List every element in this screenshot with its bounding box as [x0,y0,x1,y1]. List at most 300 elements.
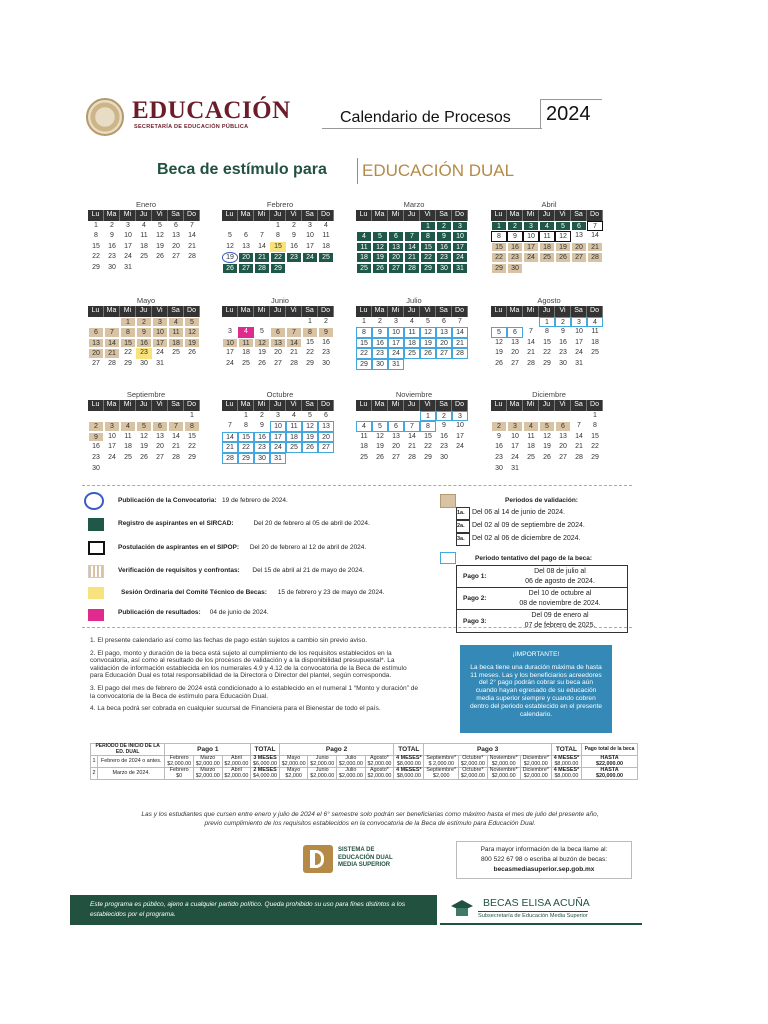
day-cell: 7 [104,327,120,338]
day-cell: 24 [302,252,318,263]
weekday-header: Ma [104,306,120,317]
day-cell: 18 [360,443,368,451]
month-grid [222,400,338,464]
empty-cell [104,317,120,328]
day-cell: 7 [577,422,581,430]
day-cell: 3 [276,411,280,419]
day-cell: 17 [388,338,404,349]
day-cell: 23 [559,349,567,357]
day-cell: 6 [571,221,587,232]
weekday-header: Ma [238,306,254,317]
day-cell: 20 [238,252,254,263]
day-cell: 18 [591,338,599,346]
day-cell: 7 [168,421,184,432]
weekday-header: Mi [388,400,404,411]
weekday-header: Do [184,210,200,221]
day-cell: 28 [254,263,270,274]
day-cell: 14 [286,338,302,349]
day-cell: 29 [491,263,507,274]
day-cell: 14 [452,327,468,338]
empty-cell [372,411,388,422]
day-cell: 3 [228,328,232,336]
validation-tan-icon [440,494,456,508]
day-cell: 4 [356,421,372,432]
month-grid [222,210,338,274]
day-cell: 10 [456,422,464,430]
day-cell: 6 [88,327,104,338]
day-cell: 25 [286,442,302,453]
day-cell: 13 [575,232,583,240]
weekday-header: Vi [286,400,302,411]
weekday-header: Mi [254,306,270,317]
weekday-header: Mi [388,306,404,317]
graduation-cap-icon [450,897,474,921]
empty-cell [404,411,420,422]
day-cell: 8 [120,327,136,338]
day-cell: 9 [561,328,565,336]
weekday-header: Mi [523,210,539,221]
month-grid [222,306,338,370]
day-cell: 23 [286,252,302,263]
day-cell: 9 [136,327,152,338]
pay-header-row: PERIODO DE INICIO DE LA ED. DUAL Pago 1 TOTAL Pago 2 TOTAL Pago 3 TOTAL Pago total de la beca [91,744,638,756]
day-cell: 19 [543,443,551,451]
day-cell: 20 [392,443,400,451]
weekday-header: Ma [104,400,120,411]
day-cell: 8 [302,327,318,338]
day-cell: 17 [152,338,168,349]
day-cell: 9 [497,432,501,440]
empty-cell [523,411,539,422]
day-cell: 6 [324,411,328,419]
day-cell: 30 [372,359,388,370]
month-title: Abril [541,200,557,209]
day-cell: 16 [507,242,523,253]
month-grid [491,306,607,370]
day-cell: 28 [188,253,196,261]
day-cell: 15 [356,338,372,349]
day-cell: 2 [324,317,328,325]
legend-sipop: Postulación de aspirantes en el SIPOP: Del 20 de febrero al 12 de abril de 2024. [118,544,367,551]
day-cell: 5 [491,327,507,338]
day-cell: 13 [511,338,519,346]
day-cell: 12 [302,421,318,432]
day-cell: 19 [184,338,200,349]
day-cell: 2 [436,221,452,232]
day-cell: 30 [495,464,503,472]
month-grid [88,210,204,274]
day-cell: 28 [408,453,416,461]
day-cell: 23 [372,348,388,359]
day-cell: 4 [587,317,603,328]
day-cell: 29 [270,263,286,274]
weekday-header: Ju [270,210,286,221]
legend-green-icon [88,518,104,531]
weekday-header: Vi [420,210,436,221]
day-cell: 15 [591,432,599,440]
day-cell: 12 [376,432,384,440]
weekday-header: Ma [238,210,254,221]
day-cell: 29 [124,359,132,367]
month-marzo [356,200,472,274]
day-cell: 12 [156,232,164,240]
day-cell: 1 [276,221,280,229]
day-cell: 21 [452,338,468,349]
day-cell: 24 [124,253,132,261]
day-cell: 12 [555,231,571,242]
day-cell: 2 [491,421,507,432]
day-cell: 24 [226,359,234,367]
day-cell: 6 [555,421,571,432]
weekday-header: Do [587,210,603,221]
day-cell: 16 [436,242,452,253]
day-cell: 28 [222,453,238,464]
day-cell: 30 [322,359,330,367]
day-cell: 22 [270,252,286,263]
weekday-header: Do [184,400,200,411]
day-cell: 26 [156,253,164,261]
weekday-header: Mi [120,210,136,221]
day-cell: 21 [404,252,420,263]
day-cell: 27 [156,453,164,461]
day-cell: 27 [318,442,334,453]
day-cell: 26 [372,263,388,274]
day-cell: 21 [188,242,196,250]
sistema-dual-text: SISTEMA DE EDUCACIÓN DUAL MEDIA SUPERIOR [338,847,393,868]
day-cell: 11 [322,232,330,240]
day-cell: 10 [452,231,468,242]
day-cell: 5 [228,232,232,240]
day-cell: 19 [555,242,571,253]
day-cell: 20 [88,348,104,359]
day-cell: 1 [244,411,248,419]
day-cell: 20 [388,252,404,263]
empty-cell [507,317,523,328]
empty-cell [254,221,270,232]
weekday-header: Lu [222,400,238,411]
day-cell: 1 [190,411,194,419]
day-cell: 8 [356,327,372,338]
day-cell: 28 [404,263,420,274]
day-cell: 9 [110,232,114,240]
day-cell: 16 [322,338,330,346]
day-cell: 11 [356,242,372,253]
day-cell: 29 [543,359,551,367]
day-cell: 12 [140,432,148,440]
day-cell: 16 [92,443,100,451]
day-cell: 22 [124,349,132,357]
legend-verificacion: Verificación de requisitos y confrontas: Del 15 de abril al 21 de mayo de 2024. [118,567,365,574]
day-cell: 27 [172,253,180,261]
month-title: Agosto [537,296,561,305]
day-cell: 2 [507,221,523,232]
day-cell: 14 [408,432,416,440]
day-cell: 22 [424,443,432,451]
day-cell: 11 [404,327,420,338]
weekday-header: Sa [168,306,184,317]
day-cell: 27 [392,453,400,461]
day-cell: 4 [120,421,136,432]
weekday-header: Ju [404,400,420,411]
legend-pink-icon [88,609,104,621]
day-cell: 14 [527,338,535,346]
month-grid [356,306,472,370]
day-cell: 4 [168,317,184,328]
day-cell: 31 [270,453,286,464]
day-cell: 6 [388,231,404,242]
day-cell: 11 [140,232,148,240]
day-cell: 7 [228,422,232,430]
day-cell: 22 [591,443,599,451]
day-cell: 30 [559,359,567,367]
month-grid [491,400,607,474]
day-cell: 10 [124,232,132,240]
day-cell: 1 [120,317,136,328]
day-cell: 14 [188,232,196,240]
weekday-header: Lu [491,400,507,411]
day-cell: 2 [110,221,114,229]
day-cell: 23 [322,349,330,357]
day-cell: 18 [286,432,302,443]
day-cell: 15 [120,338,136,349]
month-agosto [491,296,607,370]
empty-cell [286,317,302,328]
becas-title: BECAS ELISA ACUÑA [483,897,590,909]
beca-title: Beca de estímulo para [157,161,327,178]
validation-rows [456,507,585,546]
day-cell: 5 [372,231,388,242]
day-cell: 20 [156,443,164,451]
month-grid [356,210,472,274]
day-cell: 7 [190,221,194,229]
day-cell: 19 [372,252,388,263]
day-cell: 18 [242,349,250,357]
day-cell: 7 [529,328,533,336]
day-cell: 30 [254,453,270,464]
page-title: Calendario de Procesos [340,109,511,126]
tentative-row: Pago 2: Del 10 de octubre al 08 de noviembre de 2024. [457,588,627,610]
day-cell: 26 [222,263,238,274]
month-grid [491,210,607,274]
day-cell: 23 [440,443,448,451]
weekday-header: Ju [539,210,555,221]
day-cell: 27 [274,359,282,367]
empty-cell [254,317,270,328]
day-cell: 9 [260,422,264,430]
day-cell: 21 [172,443,180,451]
day-cell: 13 [88,338,104,349]
day-cell: 16 [108,242,116,250]
day-cell: 14 [575,432,583,440]
weekday-header: Vi [420,306,436,317]
day-cell: 1 [539,317,555,328]
day-cell: 3 [452,221,468,232]
becas-subtitle: Subsecretaría de Educación Media Superior [478,913,588,919]
day-cell: 8 [593,422,597,430]
important-title: ¡IMPORTANTE! [512,651,560,658]
empty-cell [88,411,104,422]
weekday-header: Mi [254,210,270,221]
day-cell: 27 [571,252,587,263]
day-cell: 3 [571,317,587,328]
day-cell: 5 [308,411,312,419]
day-cell: 26 [140,453,148,461]
day-cell: 26 [543,453,551,461]
day-cell: 20 [436,338,452,349]
beca-divider [357,158,358,184]
contact-link[interactable]: becasmediasuperior.sep.gob.mx [493,866,595,873]
day-cell: 11 [360,432,368,440]
legend-box-icon [88,541,105,555]
disclaimer-bar: Este programa es público, ajeno a cualquier partido político. Queda prohibido su uso para fines distintos a los establecidos por el programa. [70,895,437,925]
weekday-header: Ma [372,210,388,221]
day-cell: 24 [108,453,116,461]
day-cell: 23 [507,252,523,263]
empty-cell [388,221,404,232]
weekday-header: Sa [302,400,318,411]
day-cell: 21 [222,442,238,453]
day-cell: 27 [559,453,567,461]
day-cell: 23 [254,442,270,453]
day-cell: 17 [575,338,583,346]
month-grid [88,400,204,474]
weekday-header: Mi [120,306,136,317]
day-cell: 20 [511,349,519,357]
day-cell: 21 [290,349,298,357]
day-cell: 15 [92,242,100,250]
month-title: Marzo [403,200,425,209]
day-cell: 12 [372,242,388,253]
day-cell: 21 [254,252,270,263]
day-cell: 3 [507,421,523,432]
day-cell: 1 [491,221,507,232]
day-cell: 31 [388,359,404,370]
weekday-header: Sa [571,306,587,317]
weekday-header: Do [587,400,603,411]
day-cell: 4 [410,317,414,325]
month-grid [88,306,204,370]
day-cell: 29 [420,263,436,274]
weekday-header: Ma [507,400,523,411]
day-cell: 29 [356,359,372,370]
day-cell: 1 [420,411,436,422]
day-cell: 28 [527,359,535,367]
weekday-header: Ju [404,210,420,221]
day-cell: 28 [575,453,583,461]
day-cell: 24 [156,349,164,357]
day-cell: 20 [559,443,567,451]
day-cell: 22 [306,349,314,357]
day-cell: 9 [292,232,296,240]
day-cell: 18 [322,242,330,250]
day-cell: 25 [360,453,368,461]
day-cell: 19 [420,338,436,349]
day-cell: 13 [436,327,452,338]
day-cell: 17 [124,242,132,250]
month-title: Junio [271,296,289,305]
weekday-header: Do [452,210,468,221]
day-cell: 14 [404,242,420,253]
day-cell: 25 [318,252,334,263]
day-cell: 16 [440,432,448,440]
day-cell: 6 [270,327,286,338]
day-cell: 3 [104,421,120,432]
day-cell: 2 [292,221,296,229]
day-cell: 24 [523,252,539,263]
weekday-header: Mi [254,400,270,411]
day-cell: 5 [184,317,200,328]
day-cell: 10 [222,338,238,349]
day-cell: 15 [306,338,314,346]
note-4: 4. La beca podrá ser cobrada en cualquier sucursal de Financiera para el Bienestar de todo el país. [90,705,381,713]
weekday-header: Vi [152,210,168,221]
day-cell: 11 [591,328,599,336]
day-cell: 26 [376,453,384,461]
day-cell: 24 [452,252,468,263]
day-cell: 5 [372,421,388,432]
weekday-header: Vi [152,306,168,317]
weekday-header: Sa [436,306,452,317]
weekday-header: Ma [238,400,254,411]
weekday-header: Mi [388,210,404,221]
day-cell: 10 [575,328,583,336]
day-cell: 8 [420,231,436,242]
footnote: Las y los estudiantes que cursen entre enero y julio de 2024 el 6° semestre solo podrán ser beneficiarias como máximo hasta el mes de julio del presente año, previo cumplimiento de los requisitos establecidos en la convocatoria de la Beca de estímulo para Educación Dual. [141,811,599,827]
empty-cell [120,411,136,422]
tentative-table [456,565,628,633]
dashed-divider [82,485,632,486]
tentative-row: Pago 1: Del 08 de julio al 06 de agosto de 2024. [457,566,627,588]
day-cell: 11 [238,338,254,349]
weekday-header: Lu [88,400,104,411]
day-cell: 28 [290,359,298,367]
day-cell: 5 [260,328,264,336]
weekday-header: Mi [523,400,539,411]
legend-yellow-icon [88,587,104,599]
day-cell: 10 [152,327,168,338]
day-cell: 31 [156,359,164,367]
month-title: Septiembre [126,390,166,399]
day-cell: 5 [426,317,430,325]
header-line [322,128,542,129]
day-cell: 21 [527,349,535,357]
day-cell: 30 [440,453,448,461]
empty-cell [539,411,555,422]
weekday-header: Vi [555,400,571,411]
day-cell: 5 [136,421,152,432]
weekday-header: Ma [372,306,388,317]
legend-convocatoria: Publicación de la Convocatoria: 19 de febrero de 2024. [118,497,288,504]
day-cell: 21 [408,443,416,451]
weekday-header: Lu [356,210,372,221]
weekday-header: Lu [491,210,507,221]
day-cell: 19 [156,242,164,250]
day-cell: 15 [238,432,254,443]
day-cell: 8 [244,422,248,430]
day-cell: 27 [511,359,519,367]
legend-resultados: Publicación de resultados: 04 de junio de 2024. [118,609,269,616]
day-cell: 28 [172,453,180,461]
day-cell: 23 [495,453,503,461]
day-cell: 29 [238,453,254,464]
day-cell: 16 [372,338,388,349]
day-cell: 8 [545,328,549,336]
day-cell: 10 [108,432,116,440]
month-enero [88,200,204,274]
notes [90,637,420,718]
empty-cell [222,221,238,232]
day-cell: 3 [152,317,168,328]
